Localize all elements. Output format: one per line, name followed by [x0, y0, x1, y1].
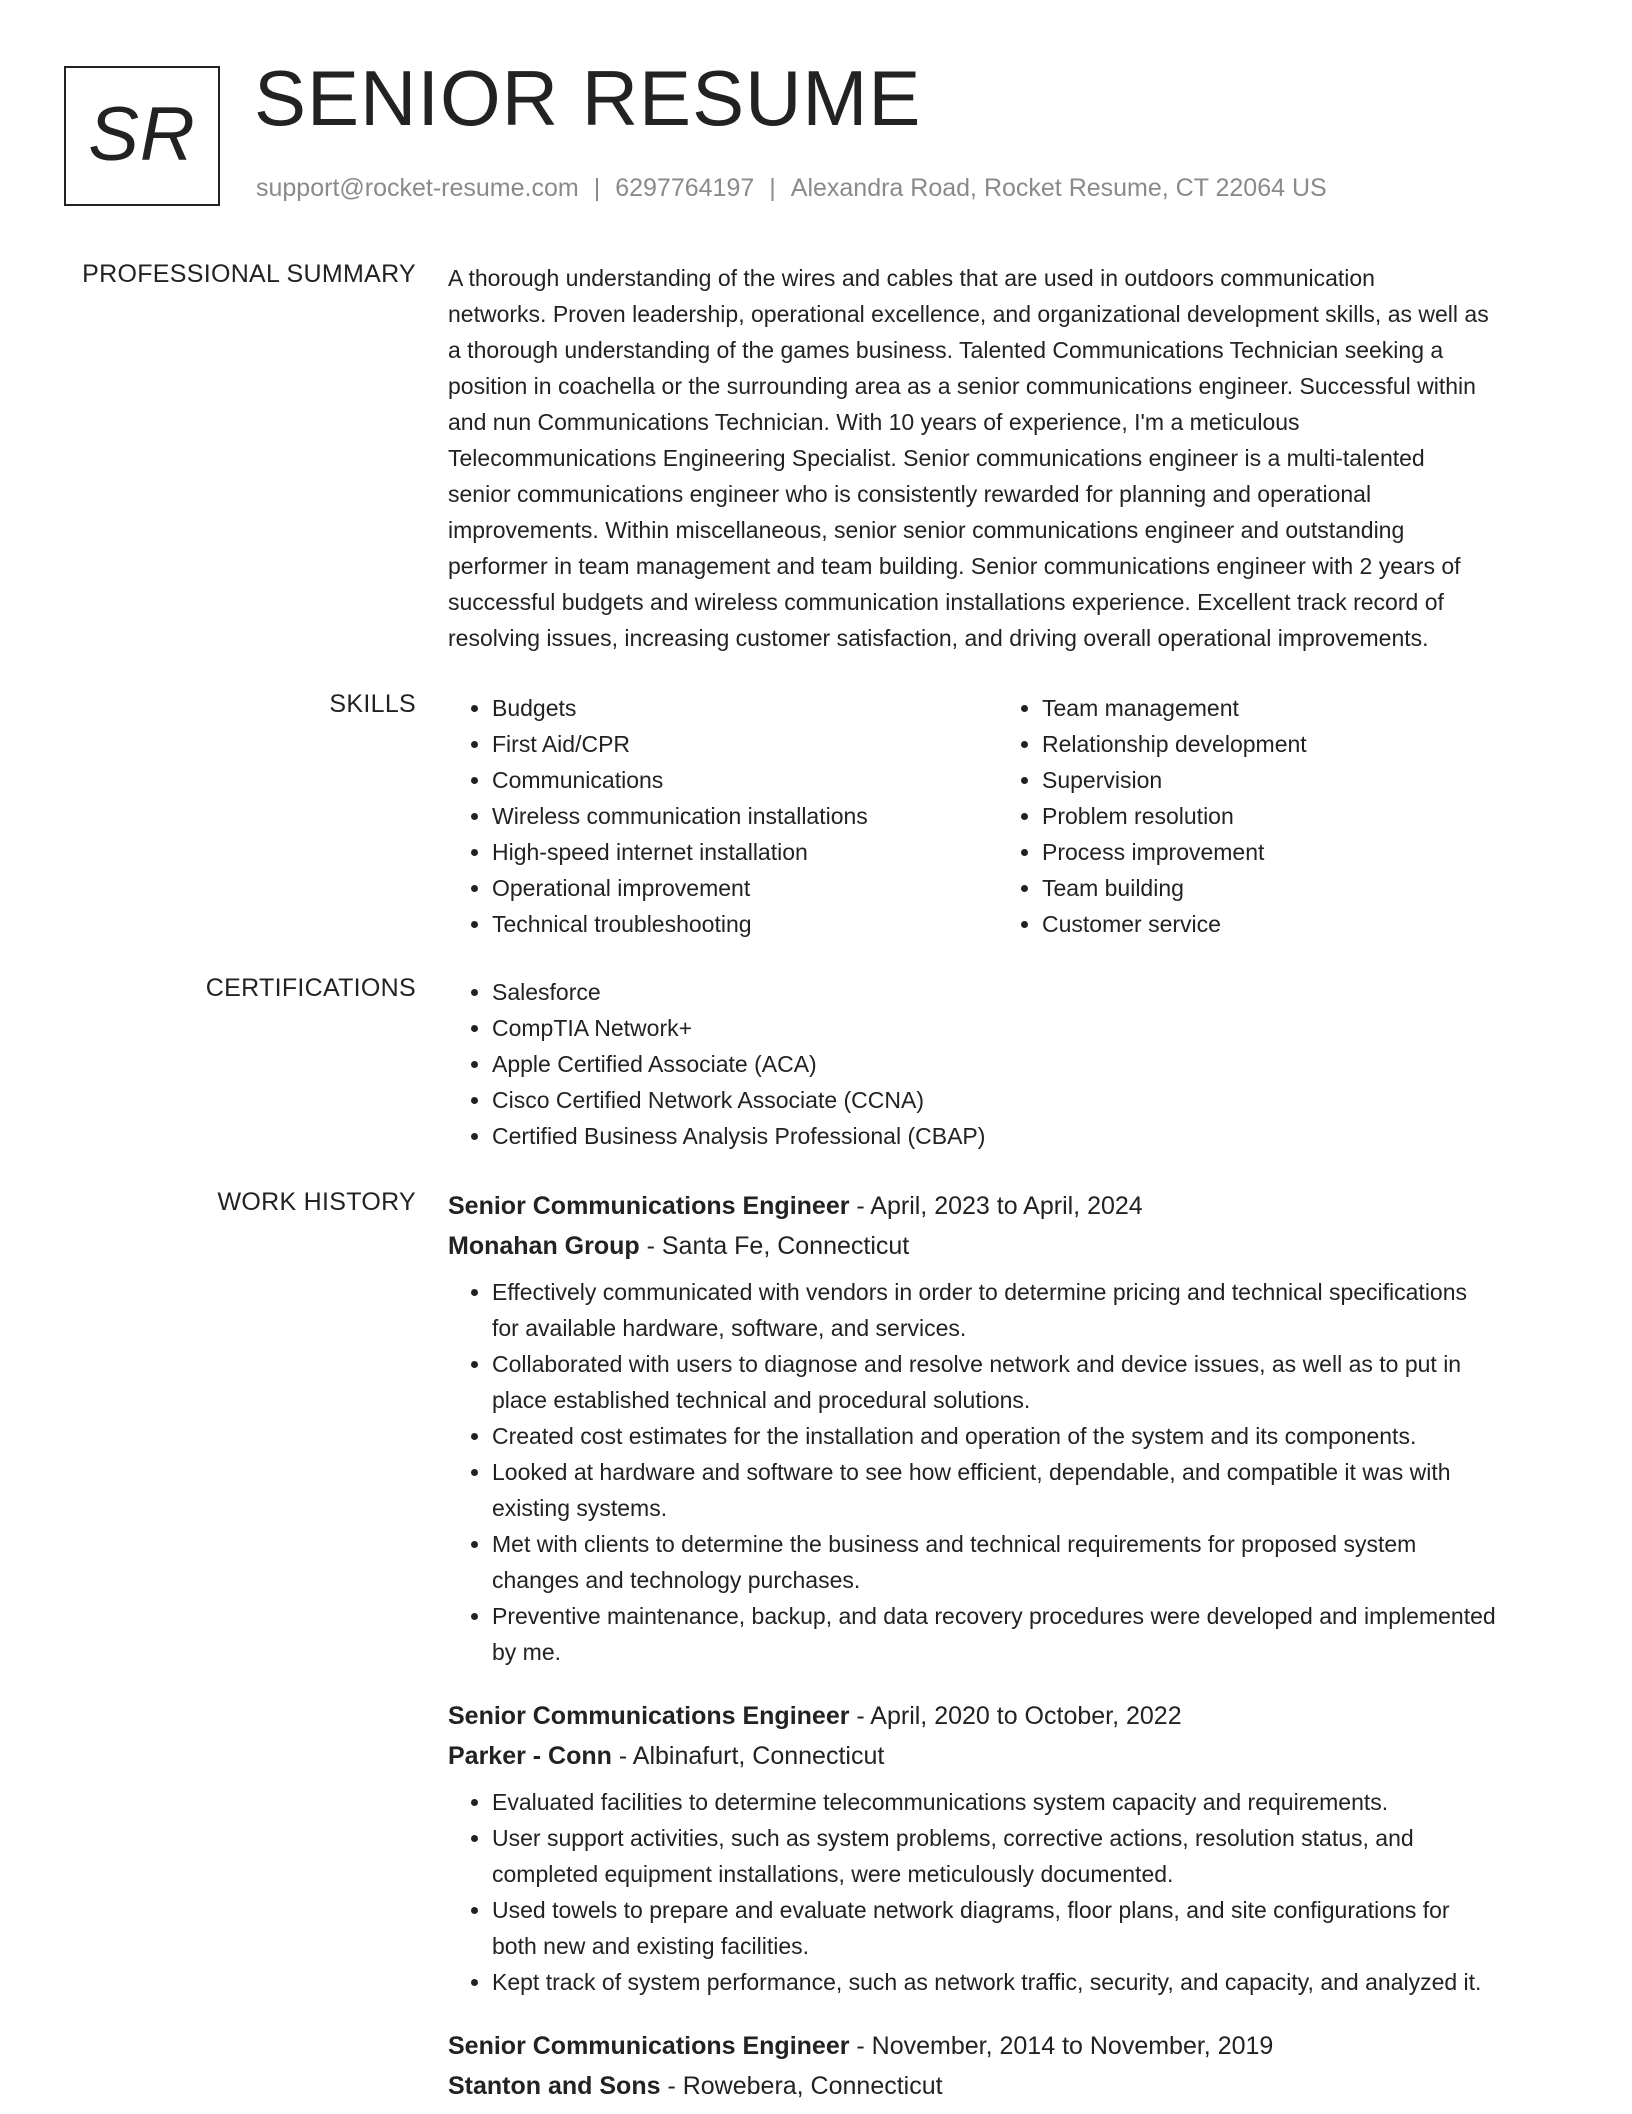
certification-item: • Cisco Certified Network Associate (CCNA): [492, 1082, 1570, 1118]
job-company-line: [448, 1736, 1570, 1776]
monogram-box: [64, 66, 220, 206]
job-company-line: [448, 1226, 1570, 1266]
monogram-initials: SR: [88, 91, 196, 177]
contact-line: [256, 174, 1327, 203]
contact-email: support@rocket-resume.com: [256, 174, 579, 202]
job-title-line: [448, 1186, 1570, 1226]
job-company: Monahan Group: [448, 1232, 640, 1260]
skill-item: • Relationship development: [1042, 726, 1548, 762]
job-bullet: • Preventive maintenance, backup, and data recovery procedures were developed and implemented by me.: [492, 1598, 1570, 1670]
skills-column-left: [448, 690, 998, 942]
skill-item: • Communications: [492, 762, 998, 798]
summary-line: and nun Communications Technician. With 10 years of experience, I'm a meticulous: [448, 409, 1300, 435]
skill-item: • Technical troubleshooting: [492, 906, 998, 942]
job-dates: - April, 2020 to October, 2022: [849, 1702, 1182, 1730]
job-dates: - April, 2023 to April, 2024: [849, 1192, 1143, 1220]
job-bullet: • Looked at hardware and software to see how efficient, dependable, and compatible it was with existing systems.: [492, 1454, 1570, 1526]
contact-phone: 6297764197: [615, 174, 755, 202]
job-company-line: [448, 2066, 1570, 2106]
skill-item: • Operational improvement: [492, 870, 998, 906]
job-bullet: • Kept track of system performance, such as network traffic, security, and capacity, and analyzed it.: [492, 1964, 1570, 2000]
skill-item: • Process improvement: [1042, 834, 1548, 870]
job-title: Senior Communications Engineer: [448, 1192, 850, 1220]
job-location: - Santa Fe, Connecticut: [639, 1232, 910, 1260]
skill-item: • Wireless communication installations: [492, 798, 998, 834]
summary-text: [448, 260, 1570, 656]
skill-item: • First Aid/CPR: [492, 726, 998, 762]
skills-column-right: [998, 690, 1548, 942]
certification-item: • Salesforce: [492, 974, 1570, 1010]
skill-item: • High-speed internet installation: [492, 834, 998, 870]
job-bullet: • Evaluated facilities to determine telecommunications system capacity and requirements.: [492, 1784, 1570, 1820]
skills-list-left: [448, 690, 998, 942]
job-company: Stanton and Sons: [448, 2072, 661, 2100]
section-label-skills: SKILLS: [329, 690, 416, 718]
job-bullet: • Collaborated with users to diagnose and resolve network and device issues, as well as to put in place established technical and procedural solutions.: [492, 1346, 1570, 1418]
summary-line: successful budgets and wireless communication installations experience. Excellent track record of: [448, 589, 1444, 615]
summary-line: position in coachella or the surrounding area as a senior communications engineer. Successful within: [448, 373, 1476, 399]
summary-line: improvements. Within miscellaneous, senior senior communications engineer and outstanding: [448, 517, 1405, 543]
job-location: - Albinafurt, Connecticut: [611, 1742, 885, 1770]
skill-item: • Team management: [1042, 690, 1548, 726]
job-title: Senior Communications Engineer: [448, 1702, 850, 1730]
section-label-certifications: CERTIFICATIONS: [205, 974, 416, 1002]
job-entry: [448, 1696, 1570, 2000]
contact-separator: |: [593, 174, 601, 202]
summary-line: Telecommunications Engineering Specialist. Senior communications engineer is a multi-talented: [448, 445, 1425, 471]
summary-line: performer in team management and team building. Senior communications engineer with 2 years of: [448, 553, 1461, 579]
skill-item: • Budgets: [492, 690, 998, 726]
job-company: Parker - Conn: [448, 1742, 612, 1770]
job-title: Senior Communications Engineer: [448, 2032, 850, 2060]
job-bullets: [448, 1274, 1570, 1670]
summary-line: networks. Proven leadership, operational excellence, and organizational development skills, as well as: [448, 301, 1489, 327]
summary-line: senior communications engineer who is consistently rewarded for planning and operational: [448, 481, 1372, 507]
certifications-body: [448, 974, 1570, 1154]
summary-body: [448, 260, 1570, 656]
job-bullet: • User support activities, such as system problems, corrective actions, resolution status, and completed equipment installations, were meticulously documented.: [492, 1820, 1570, 1892]
contact-address: Alexandra Road, Rocket Resume, CT 22064 US: [790, 174, 1327, 202]
skill-item: • Problem resolution: [1042, 798, 1548, 834]
summary-line: a thorough understanding of the games business. Talented Communications Technician seeking a: [448, 337, 1444, 363]
job-bullet: • Effectively communicated with vendors in order to determine pricing and technical specifications for available hardware, software, and services.: [492, 1274, 1570, 1346]
job-title-line: [448, 2026, 1570, 2066]
skills-body: [448, 690, 1570, 942]
certifications-list: [448, 974, 1570, 1154]
certification-item: • Apple Certified Associate (ACA): [492, 1046, 1570, 1082]
summary-line: resolving issues, increasing customer satisfaction, and driving overall operational improvements.: [448, 625, 1429, 651]
section-label-work-history: WORK HISTORY: [217, 1188, 416, 1216]
skill-item: • Customer service: [1042, 906, 1548, 942]
job-dates: - November, 2014 to November, 2019: [849, 2032, 1274, 2060]
certification-item: • Certified Business Analysis Professional (CBAP): [492, 1118, 1570, 1154]
section-label-summary: PROFESSIONAL SUMMARY: [82, 260, 416, 288]
skill-item: • Supervision: [1042, 762, 1548, 798]
job-bullet: • Used towels to prepare and evaluate network diagrams, floor plans, and site configurations for both new and existing facilities.: [492, 1892, 1570, 1964]
summary-line: A thorough understanding of the wires and cables that are used in outdoors communication: [448, 265, 1375, 291]
job-title-line: [448, 1696, 1570, 1736]
skills-list-right: [998, 690, 1548, 942]
job-entry: [448, 2026, 1570, 2106]
job-bullet: • Created cost estimates for the installation and operation of the system and its components.: [492, 1418, 1570, 1454]
skill-item: • Team building: [1042, 870, 1548, 906]
job-entry: [448, 1186, 1570, 1670]
work-history-body: [448, 1186, 1570, 2114]
certification-item: • CompTIA Network+: [492, 1010, 1570, 1046]
job-bullet: • Met with clients to determine the business and technical requirements for proposed system changes and technology purchases.: [492, 1526, 1570, 1598]
job-location: - Rowebera, Connecticut: [660, 2072, 943, 2100]
resume-name: SENIOR RESUME: [254, 54, 922, 142]
contact-separator: |: [769, 174, 776, 202]
job-bullets: [448, 1784, 1570, 2000]
